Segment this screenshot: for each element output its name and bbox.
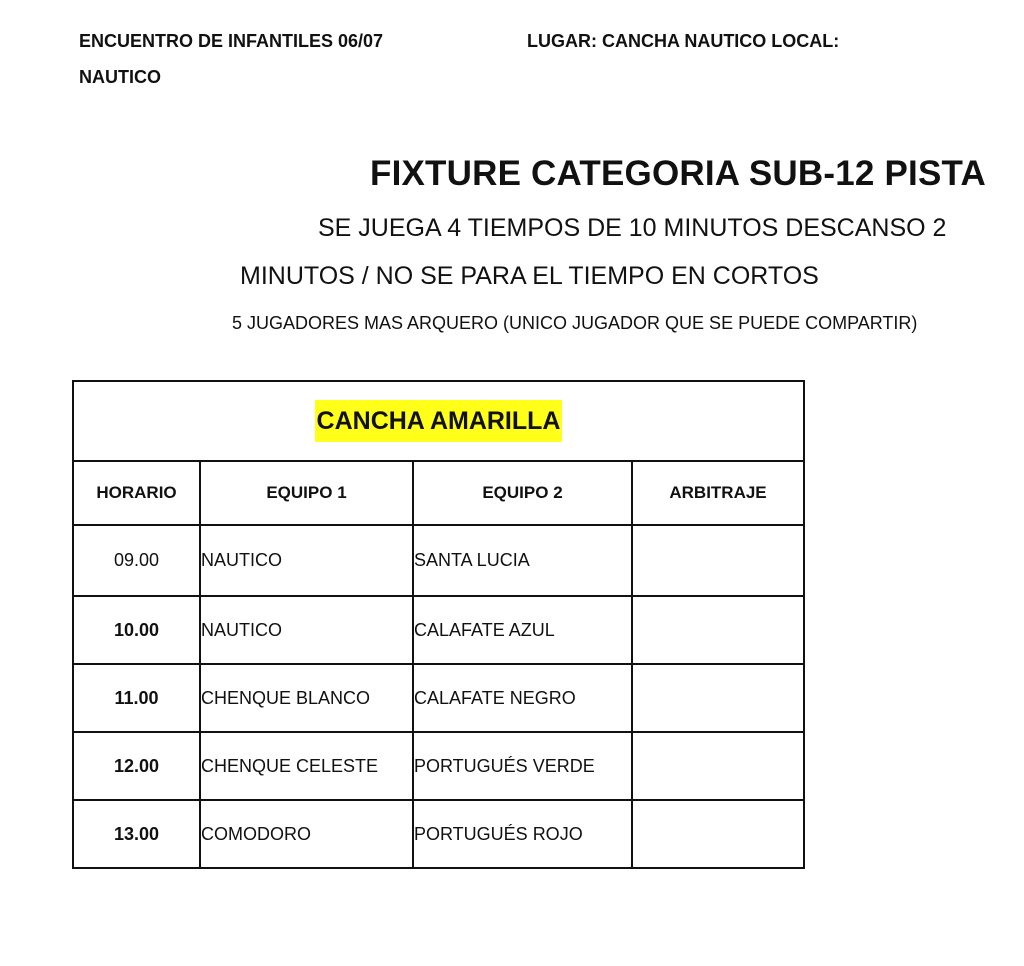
team-2: PORTUGUÉS ROJO	[413, 800, 632, 868]
referee	[632, 596, 804, 664]
table-row	[73, 664, 804, 732]
fixture-title: FIXTURE CATEGORIA SUB-12 PISTA	[370, 154, 986, 193]
table-row	[73, 596, 804, 664]
court-name: CANCHA AMARILLA	[315, 400, 563, 442]
team-1: COMODORO	[200, 800, 413, 868]
event-title: ENCUENTRO DE INFANTILES 06/07	[79, 31, 384, 51]
local-team: NAUTICO	[79, 67, 161, 87]
referee	[632, 664, 804, 732]
location-label: LUGAR: CANCHA NAUTICO LOCAL:	[527, 31, 840, 51]
team-2: CALAFATE AZUL	[413, 596, 632, 664]
column-header-referee: ARBITRAJE	[632, 461, 804, 525]
column-header-time: HORARIO	[73, 461, 200, 525]
match-time: 12.00	[73, 732, 200, 800]
team-1: NAUTICO	[200, 596, 413, 664]
rules-line-2: MINUTOS / NO SE PARA EL TIEMPO EN CORTOS	[240, 262, 819, 290]
referee	[632, 800, 804, 868]
rules-line-1: SE JUEGA 4 TIEMPOS DE 10 MINUTOS DESCANSO 2	[318, 214, 947, 242]
referee	[632, 732, 804, 800]
team-2: CALAFATE NEGRO	[413, 664, 632, 732]
fixture-table	[72, 380, 805, 869]
table-row	[73, 800, 804, 868]
team-1: NAUTICO	[200, 525, 413, 596]
match-time: 11.00	[73, 664, 200, 732]
match-time: 10.00	[73, 596, 200, 664]
match-time: 13.00	[73, 800, 200, 868]
court-header-cell	[73, 381, 804, 461]
team-1: CHENQUE CELESTE	[200, 732, 413, 800]
match-time: 09.00	[73, 525, 200, 596]
team-2: PORTUGUÉS VERDE	[413, 732, 632, 800]
table-row	[73, 732, 804, 800]
team-1: CHENQUE BLANCO	[200, 664, 413, 732]
column-header-team1: EQUIPO 1	[200, 461, 413, 525]
referee	[632, 525, 804, 596]
team-2: SANTA LUCIA	[413, 525, 632, 596]
column-header-team2: EQUIPO 2	[413, 461, 632, 525]
rules-line-3: 5 JUGADORES MAS ARQUERO (UNICO JUGADOR QUE SE PUEDE COMPARTIR)	[232, 313, 918, 333]
table-row	[73, 525, 804, 596]
